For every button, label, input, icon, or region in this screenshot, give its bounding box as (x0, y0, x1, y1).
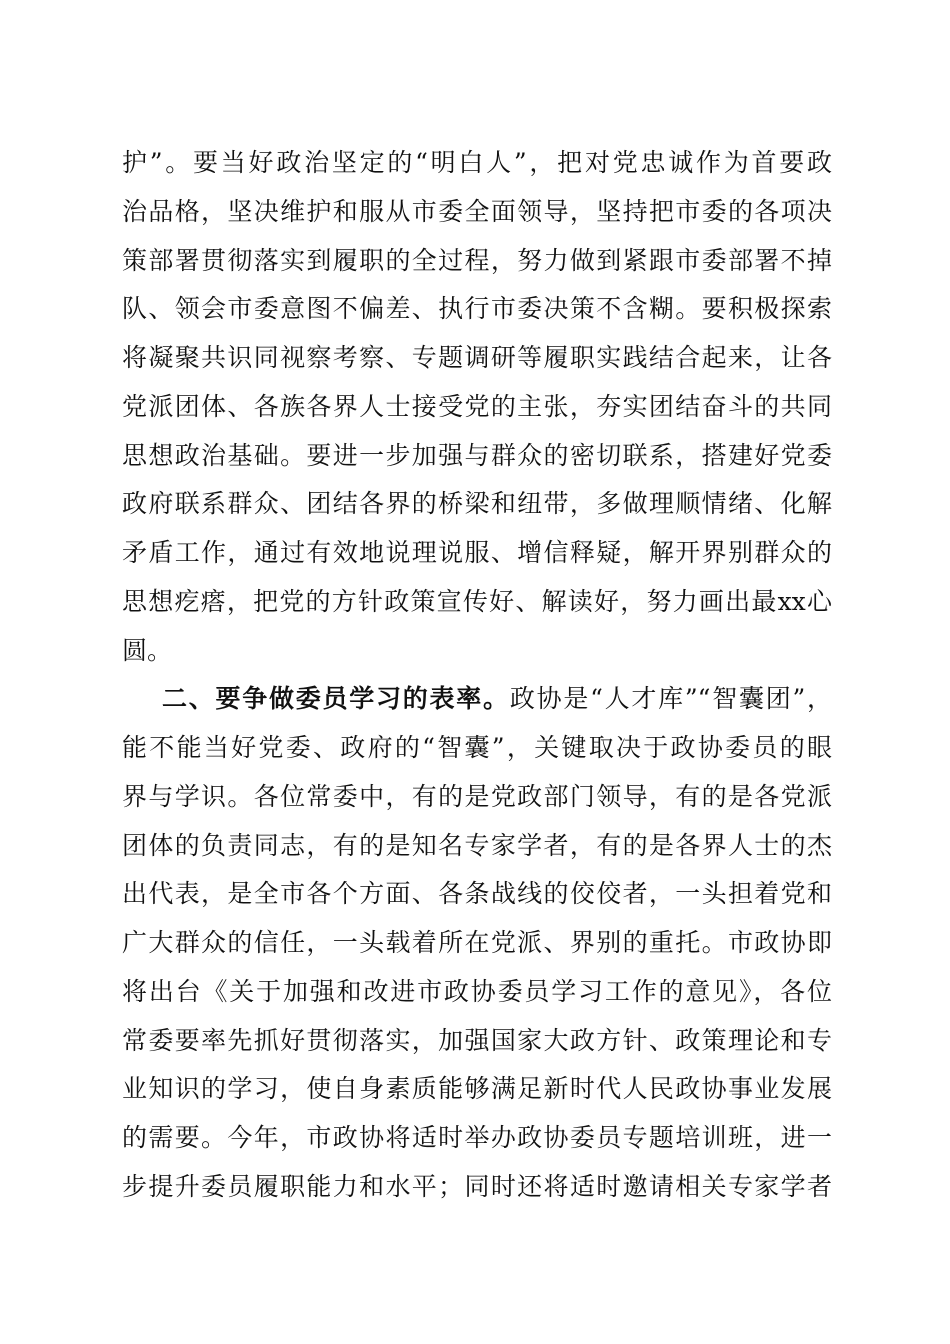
section-heading: 二、要争做委员学习的表率。 (162, 684, 510, 714)
text-line: 治品格，坚决维护和服从市委全面领导，坚持把市委的各项决 (122, 196, 832, 226)
text-line: 思想疙瘩，把党的方针政策宣传好、解读好，努力画出最xx心 (122, 586, 832, 616)
text-line: 界与学识。各位常委中，有的是党政部门领导，有的是各党派 (122, 781, 832, 811)
document-body (122, 139, 832, 1212)
text-line: 能不能当好党委、政府的“智囊”，关键取决于政协委员的眼 (122, 733, 832, 762)
text-line: 护”。要当好政治坚定的“明白人”，把对党忠诚作为首要政 (122, 148, 832, 177)
text-line: 业知识的学习，使自身素质能够满足新时代人民政协事业发展 (122, 1074, 832, 1104)
text-line: 思想政治基础。要进一步加强与群众的密切联系，搭建好党委 (122, 440, 832, 470)
text-line: 将出台《关于加强和改进市政协委员学习工作的意见》，各位 (122, 976, 832, 1006)
text-line: 的需要。今年，市政协将适时举办政协委员专题培训班，进一 (122, 1123, 832, 1152)
section-heading-line (122, 675, 832, 724)
text-line: 常委要率先抓好贯彻落实，加强国家大政方针、政策理论和专 (122, 1025, 832, 1055)
text-line: 出代表，是全市各个方面、各条战线的佼佼者，一头担着党和 (122, 879, 832, 909)
text-line: 矛盾工作，通过有效地说理说服、增信释疑，解开界别群众的 (122, 538, 832, 567)
text-line: 政府联系群众、团结各界的桥梁和纽带，多做理顺情绪、化解 (122, 489, 832, 519)
text-line: 步提升委员履职能力和水平；同时还将适时邀请相关专家学者 (122, 1171, 832, 1201)
section-heading-rest: 政协是“人才库”“智囊团”， (509, 684, 832, 714)
text-line: 团体的负责同志，有的是知名专家学者，有的是各界人士的杰 (122, 830, 832, 860)
text-line: 策部署贯彻落实到履职的全过程，努力做到紧跟市委部署不掉 (122, 245, 832, 275)
text-line: 党派团体、各族各界人士接受党的主张，夯实团结奋斗的共同 (122, 391, 832, 421)
text-line: 队、领会市委意图不偏差、执行市委决策不含糊。要积极探索 (122, 294, 832, 324)
text-line: 广大群众的信任，一头载着所在党派、界别的重托。市政协即 (122, 928, 832, 957)
text-line: 圆。 (122, 635, 173, 665)
text-line: 将凝聚共识同视察考察、专题调研等履职实践结合起来，让各 (122, 343, 832, 372)
